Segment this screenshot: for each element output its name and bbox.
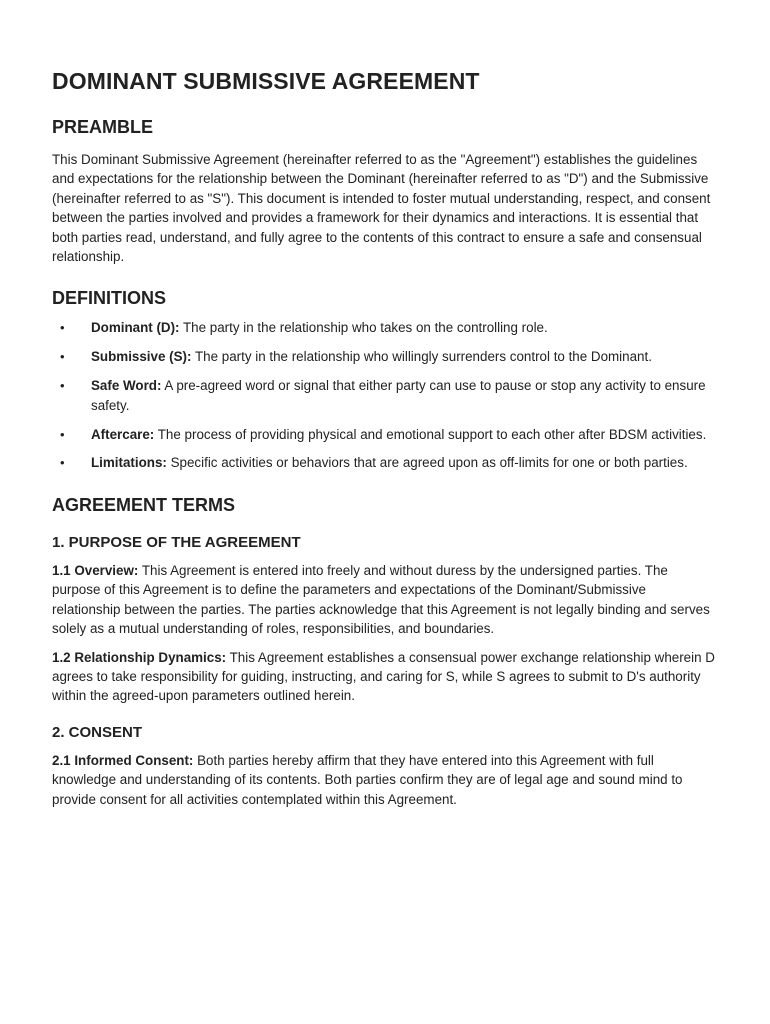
- bullet-icon: •: [60, 455, 65, 471]
- document-title: DOMINANT SUBMISSIVE AGREEMENT: [52, 68, 480, 94]
- preamble-heading: PREAMBLE: [52, 117, 154, 137]
- bullet-icon: •: [60, 378, 65, 394]
- list-item: [52, 347, 718, 366]
- preamble-text: This Dominant Submissive Agreement (hereinafter referred to as the "Agreement") establishes the guidelines and expectations for the relationship between the Dominant (hereinafter referred to as "D") and the Submissive (hereinafter referred to as "S"). This document is intended to foster mutual understanding, respect, and consent between the parties involved and provides a framework for their dynamics and interactions. It is essential that both parties read, understand, and fully agree to the contents of this contract to ensure a safe and consensual relationship.: [52, 152, 711, 265]
- consent-heading: 2. CONSENT: [52, 723, 143, 741]
- definition-text: Specific activities or behaviors that are agreed upon as off-limits for one or both parties.: [166, 455, 688, 471]
- clause-label: 1.1 Overview:: [52, 562, 139, 578]
- definition-term: Limitations:: [91, 455, 167, 471]
- definition-term: Dominant (D):: [91, 320, 180, 336]
- definition-text: The party in the relationship who willingly surrenders control to the Dominant.: [191, 349, 652, 365]
- clause-text: This Agreement is entered into freely and without duress by the undersigned parties. The purpose of this Agreement is to define the parameters and expectations of the Dominant/Submissive relationship between the parties. The parties acknowledge that this Agreement is not legally binding and serves solely as a mutual understanding of roles, responsibilities, and boundaries.: [52, 562, 710, 637]
- purpose-heading: 1. PURPOSE OF THE AGREEMENT: [52, 533, 301, 551]
- bullet-icon: •: [60, 426, 65, 442]
- definitions-list: [52, 318, 718, 472]
- definition-text: The party in the relationship who takes on the controlling role.: [179, 320, 548, 336]
- definition-text: The process of providing physical and emotional support to each other after BDSM activities.: [154, 426, 707, 442]
- list-item: [52, 453, 718, 472]
- relationship-dynamics-paragraph: [52, 648, 718, 706]
- overview-paragraph: [52, 561, 718, 639]
- list-item: [52, 318, 718, 337]
- definition-text: A pre-agreed word or signal that either party can use to pause or stop any activity to ensure safety.: [91, 378, 706, 413]
- preamble-section: [52, 117, 718, 266]
- agreement-terms-heading: AGREEMENT TERMS: [52, 494, 236, 515]
- definition-term: Aftercare:: [91, 426, 155, 442]
- clause-label: 1.2 Relationship Dynamics:: [52, 649, 227, 665]
- purpose-subsection: [52, 534, 718, 706]
- bullet-icon: •: [60, 320, 65, 336]
- consent-subsection: [52, 724, 718, 809]
- list-item: [52, 425, 718, 444]
- definition-term: Submissive (S):: [91, 349, 192, 365]
- bullet-icon: •: [60, 349, 65, 365]
- clause-text: Both parties hereby affirm that they have entered into this Agreement with full knowledge and understanding of its contents. Both parties confirm they are of legal age and sound mind to provide consent for all activities contemplated within this Agreement.: [52, 752, 683, 807]
- agreement-terms-section: [52, 495, 718, 809]
- definitions-section: [52, 288, 718, 472]
- definitions-heading: DEFINITIONS: [52, 288, 167, 309]
- informed-consent-paragraph: [52, 751, 718, 809]
- clause-text: This Agreement establishes a consensual power exchange relationship wherein D agrees to take responsibility for guiding, instructing, and caring for S, while S agrees to submit to D's authority within the agreed-upon parameters outlined herein.: [52, 649, 715, 704]
- list-item: [52, 376, 718, 415]
- clause-label: 2.1 Informed Consent:: [52, 752, 194, 768]
- definition-term: Safe Word:: [91, 378, 162, 394]
